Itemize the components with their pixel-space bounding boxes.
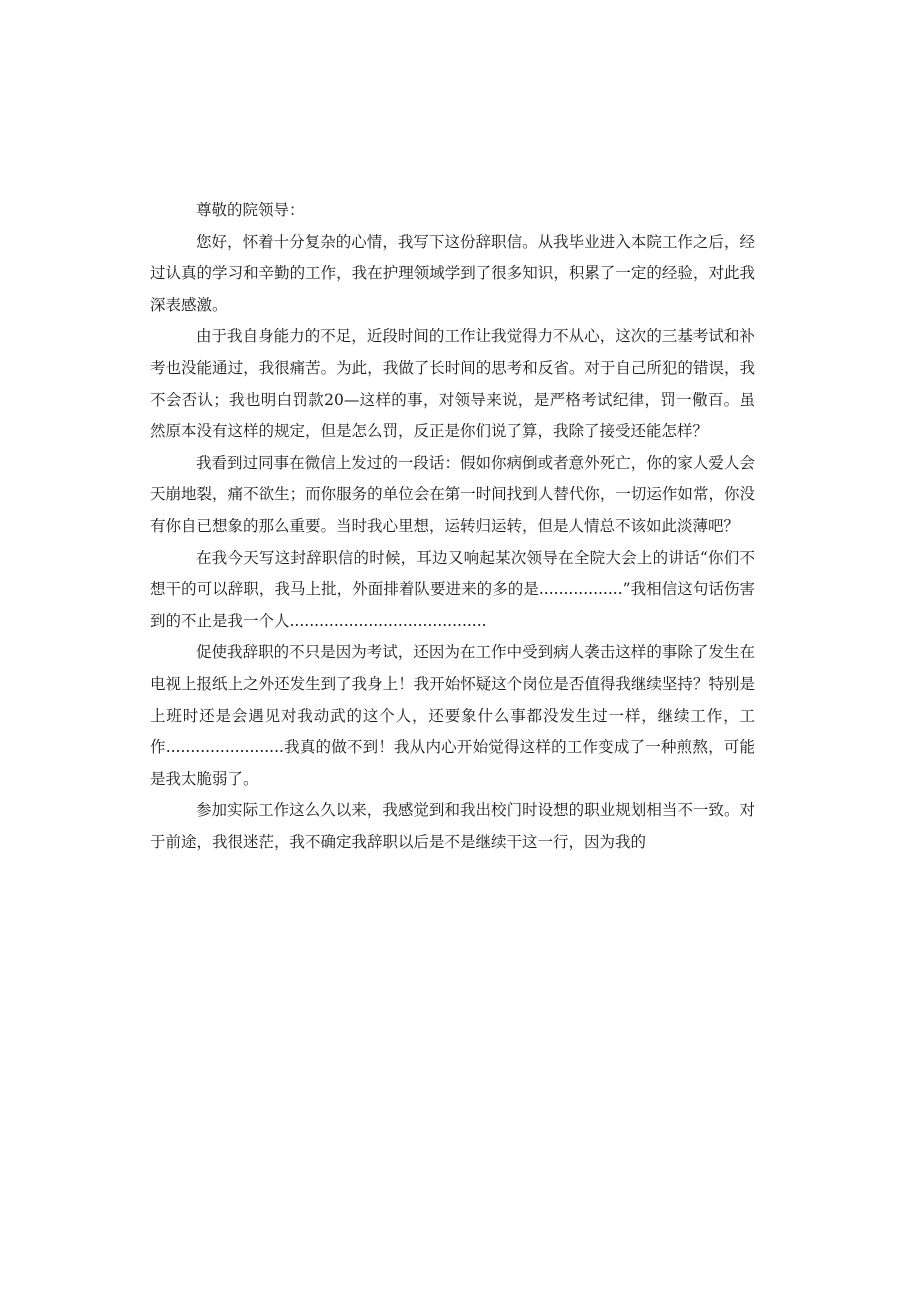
salutation: 尊敬的院领导：: [196, 201, 305, 219]
paragraph-5: 促使我辞职的不只是因为考试，还因为在工作中受到病人袭击这样的事除了发生在电视上报纸上之外还发生到了我身上！我开始怀疑这个岗位是否值得我继续坚持？特别是上班时还是会遇见对我动武的这个人，还要象什么事都没发生过一样，继续工作，工作........................我真的做不到！我从内心开始觉得这样的工作变成了一种煎熬，可能是我太脆弱了。: [150, 643, 755, 788]
paragraph-3: 我看到过同事在微信上发过的一段话：假如你病倒或者意外死亡，你的家人爱人会天崩地裂，痛不欲生；而你服务的单位会在第一时间找到人替代你，一切运作如常，你没有你自已想象的那么重要。当时我心里想，运转归运转，但是人情总不该如此淡薄吧？: [150, 453, 755, 535]
paragraph-1: 您好，怀着十分复杂的心情，我写下这份辞职信。从我毕业进入本院工作之后，经过认真的学习和辛勤的工作，我在护理领域学到了很多知识，积累了一定的经验，对此我深表感激。: [150, 232, 755, 314]
letter-body: [150, 195, 755, 858]
paragraph-4: 在我今天写这封辞职信的时候，耳边又响起某次领导在全院大会上的讲话“你们不想干的可以辞职，我马上批，外面排着队要进来的多的是.................”我相信这句话伤害到的不止是我一个人........................................: [150, 548, 755, 630]
paragraph-2: 由于我自身能力的不足，近段时间的工作让我觉得力不从心，这次的三基考试和补考也没能通过，我很痛苦。为此，我做了长时间的思考和反省。对于自己所犯的错误，我不会否认；我也明白罚款20—这样的事，对领导来说，是严格考试纪律，罚一儆百。虽然原本没有这样的规定，但是怎么罚，反正是你们说了算，我除了接受还能怎样？: [150, 327, 755, 441]
paragraph-6: 参加实际工作这么久以来，我感觉到和我出校门时设想的职业规划相当不一致。对于前途，我很迷茫，我不确定我辞职以后是不是继续干这一行，因为我的: [150, 801, 755, 851]
